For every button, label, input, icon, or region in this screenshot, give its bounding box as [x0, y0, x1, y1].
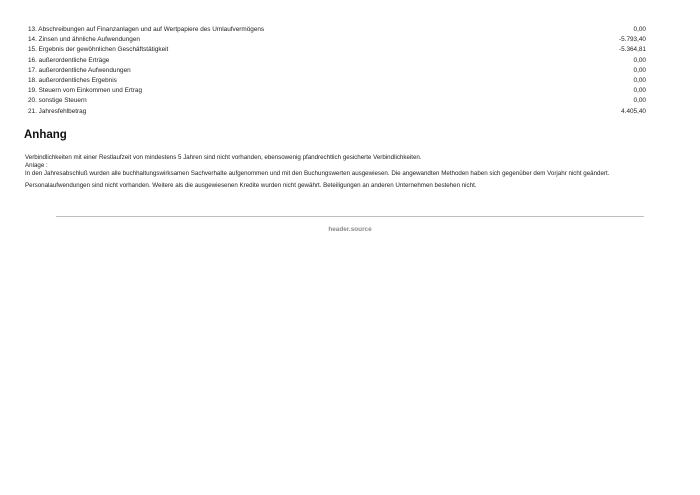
row-value: 0,00 [633, 26, 646, 33]
table-row [28, 45, 646, 55]
row-value: 0,00 [633, 97, 646, 105]
row-value: 0,00 [633, 66, 646, 74]
row-label: 19. Steuern vom Einkommen und Ertrag [28, 87, 143, 95]
row-value: -5.364,81 [618, 46, 646, 54]
table-row [28, 56, 646, 66]
table-row [28, 35, 646, 45]
table-row [28, 96, 646, 106]
row-label: 17. außerordentliche Aufwendungen [28, 66, 131, 74]
footer-divider [56, 216, 644, 217]
row-label: 16. außerordentliche Erträge [28, 56, 110, 64]
footer-source: header.source [328, 226, 372, 233]
note-liabilities: Verbindlichkeiten mit einer Restlaufzeit von mindestens 5 Jahren sind nicht vorhanden, ebensowenig pfandrechtlich gesicherte Verbindlichkeiten. [25, 154, 422, 161]
row-label: 15. Ergebnis der gewöhnlichen Geschäftstätigkeit [28, 46, 169, 54]
row-label: 14. Zinsen und ähnliche Aufwendungen [28, 36, 140, 44]
row-value: 0,00 [633, 87, 646, 95]
anhang-notes [25, 154, 655, 190]
anhang-heading: Anhang [24, 129, 67, 141]
row-label: 20. sonstige Steuern [28, 97, 87, 105]
note-methods: In den Jahresabschluß wurden alle buchhaltungswirksamen Sachverhalte aufgenommen und mit den Buchungswerten ausgewiesen. Die angewandten Methoden haben sich gegenüber dem Vorjahr nicht geändert. [25, 170, 610, 178]
row-value: 0,00 [633, 56, 646, 64]
row-label: 21. Jahresfehlbetrag [28, 107, 87, 115]
note-attachment-label: Anlage : [25, 162, 48, 170]
table-row [28, 76, 646, 86]
table-row [28, 86, 646, 96]
income-statement-table [28, 25, 646, 117]
row-value: -5.793,40 [618, 36, 646, 44]
table-row [28, 107, 646, 117]
row-label: 13. Abschreibungen auf Finanzanlagen und auf Wertpapiere des Umlaufvermögens [28, 26, 265, 33]
note-personnel: Personalaufwendungen sind nicht vorhanden. Weitere als die ausgewiesenen Kredite wurden nicht gewährt. Beteiligungen an anderen Unternehmen bestehen nicht. [25, 182, 477, 190]
table-row [28, 66, 646, 76]
row-value: 0,00 [633, 77, 646, 85]
table-row [28, 25, 646, 35]
row-value: 4.405,40 [621, 107, 646, 115]
row-label: 18. außerordentliches Ergebnis [28, 77, 117, 85]
